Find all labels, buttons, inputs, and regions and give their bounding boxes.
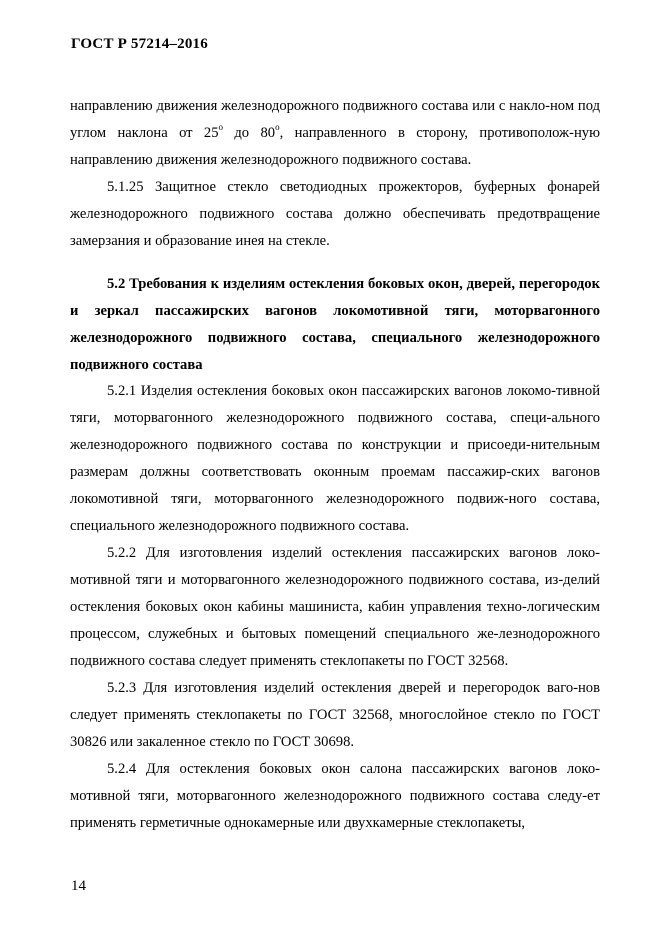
paragraph-text: , направленного в сторону, противополож-ную направлению движения железнодорожного подвижного состава. [70, 125, 600, 168]
page-number: 14 [71, 878, 86, 894]
page-body [70, 93, 600, 837]
paragraph-5-2-4: 5.2.4 Для остекления боковых окон салона пассажирских вагонов локо-мотивной тяги, моторвагонного железнодорожного подвижного состава следу-ет применять герметичные однокамерные или двухкамерные стеклопакеты, [70, 761, 600, 831]
paragraph-text: направлению движения железнодорожного подвижного состава или с накло-ном под углом наклона от 25 [70, 98, 600, 141]
degree-mark: о [275, 122, 280, 132]
paragraph-text: до 80 [223, 125, 276, 141]
paragraph-5-2-3: 5.2.3 Для изготовления изделий остекления дверей и перегородок ваго-нов следует применять стеклопакеты по ГОСТ 32568, многослойное стекло по ГОСТ 30826 или закаленное стекло по ГОСТ 30698. [70, 680, 600, 750]
paragraph-5-2-2: 5.2.2 Для изготовления изделий остекления пассажирских вагонов локо-мотивной тяги и моторвагонного железнодорожного подвижного состава, из-делий остекления боковых окон кабины машиниста, кабин управления техно-логическим процессом, служебных и бытовых помещений специального же-лезнодорожного подвижного состава следует применять стеклопакеты по ГОСТ 32568. [70, 545, 600, 669]
paragraph-5-2-1: 5.2.1 Изделия остекления боковых окон пассажирских вагонов локомо-тивной тяги, моторвагонного железнодорожного подвижного состава, специ-ального железнодорожного подвижного состава по конструкции и присоеди-нительным размерам должны соответствовать оконным проемам пассажир-ских вагонов локомотивной тяги, моторвагонного железнодорожного подвиж-ного состава, специального железнодорожного подвижного состава. [70, 383, 600, 534]
paragraph-5-1-25: 5.1.25 Защитное стекло светодиодных прожекторов, буферных фонарей железнодорожного подвижного состава должно обеспечивать предотвращение замерзания и образование инея на стекле. [70, 179, 600, 249]
page-header-standard: ГОСТ Р 57214–2016 [71, 36, 208, 52]
degree-mark: о [218, 122, 224, 132]
paragraph-continuation [70, 93, 600, 174]
section-heading-5-2: 5.2 Требования к изделиям остекления боковых окон, дверей, перегородок и зеркал пассажирских вагонов локомотивной тяги, моторвагонного железнодорожного подвижного состава, специального железнодорожного подвижного состава [70, 276, 600, 373]
